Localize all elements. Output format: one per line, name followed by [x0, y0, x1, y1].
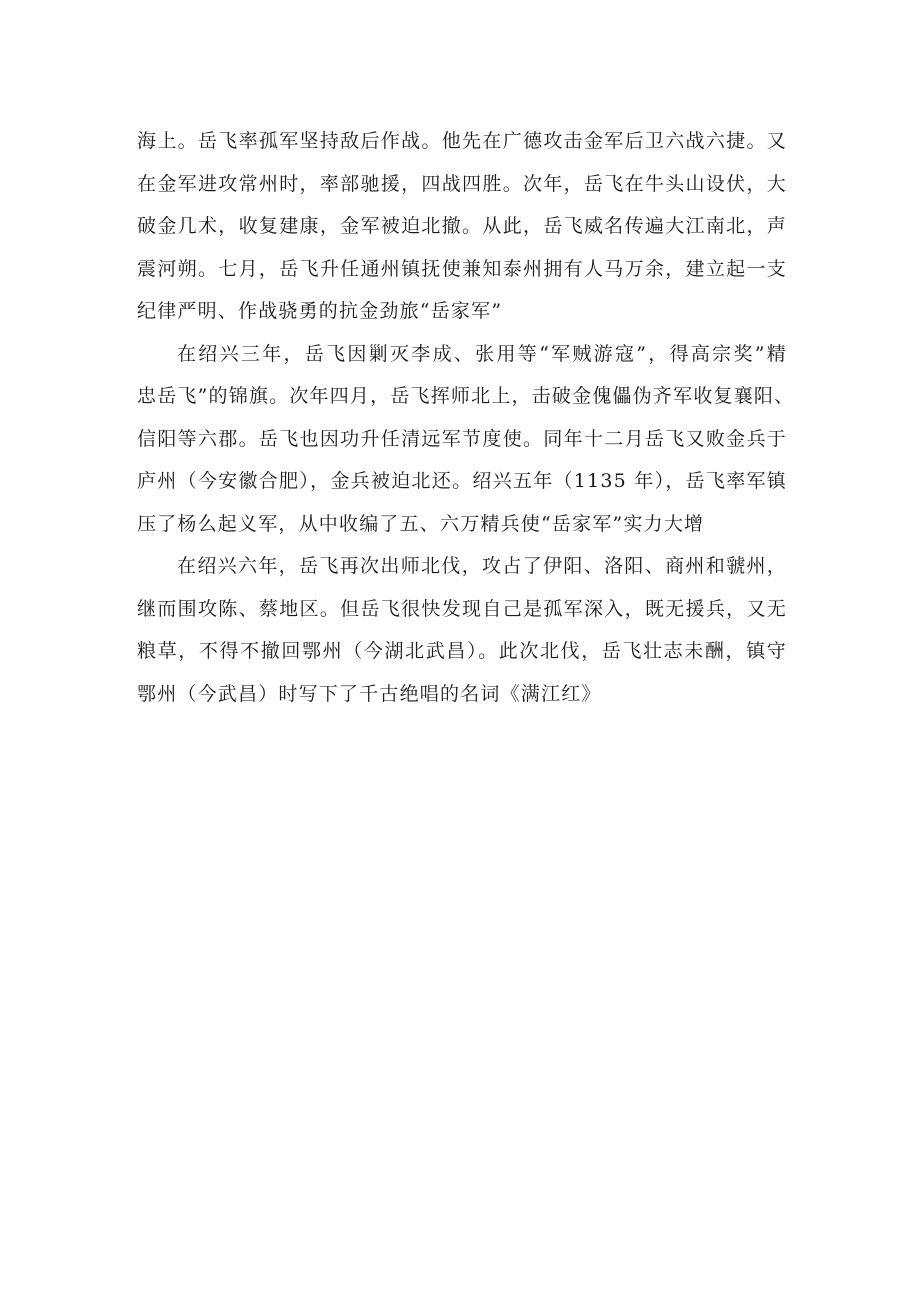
text-line: 在金军进攻常州时，率部驰援，四战四胜。次年，岳飞在牛头山设伏，大 [137, 172, 787, 195]
text-line: 信阳等六郡。岳飞也因功升任清远军节度使。同年十二月岳飞又败金兵于 [137, 427, 787, 450]
text-line: 压了杨么起义军，从中收编了五、六万精兵使“岳家军”实力大增 [137, 512, 705, 535]
text-line: 粮草，不得不撤回鄂州（今湖北武昌）。此次北伐，岳飞壮志未酬，镇守 [137, 640, 787, 662]
text-line: 震河朔。七月，岳飞升任通州镇抚使兼知泰州拥有人马万余，建立起一支 [137, 257, 787, 280]
paragraph-3 [137, 545, 787, 715]
document-body [137, 120, 795, 715]
text-line: 忠岳飞”的锦旗。次年四月，岳飞挥师北上，击破金傀儡伪齐军收复襄阳、 [137, 385, 795, 407]
text-line: 在绍兴六年，岳飞再次出师北伐，攻占了伊阳、洛阳、商州和虢州， [177, 555, 787, 577]
text-line: 纪律严明、作战骁勇的抗金劲旅“岳家军” [137, 300, 503, 322]
paragraph-1 [137, 120, 787, 333]
text-line: 庐州（今安徽合肥），金兵被迫北还。绍兴五年（1135 年），岳飞率军镇 [137, 470, 787, 492]
text-line: 继而围攻陈、蔡地区。但岳飞很快发现自己是孤军深入，既无援兵，又无 [137, 597, 787, 620]
text-line: 在绍兴三年，岳飞因剿灭李成、张用等“军贼游寇”，得高宗奖”精 [177, 342, 787, 365]
text-line: 海上。岳飞率孤军坚持敌后作战。他先在广德攻击金军后卫六战六捷。又 [137, 130, 787, 152]
paragraph-2 [137, 333, 795, 546]
text-line: 破金几术，收复建康，金军被迫北撤。从此，岳飞威名传遍大江南北，声 [137, 215, 787, 237]
text-line: 鄂州（今武昌）时写下了千古绝唱的名词《满江红》 [137, 682, 602, 705]
